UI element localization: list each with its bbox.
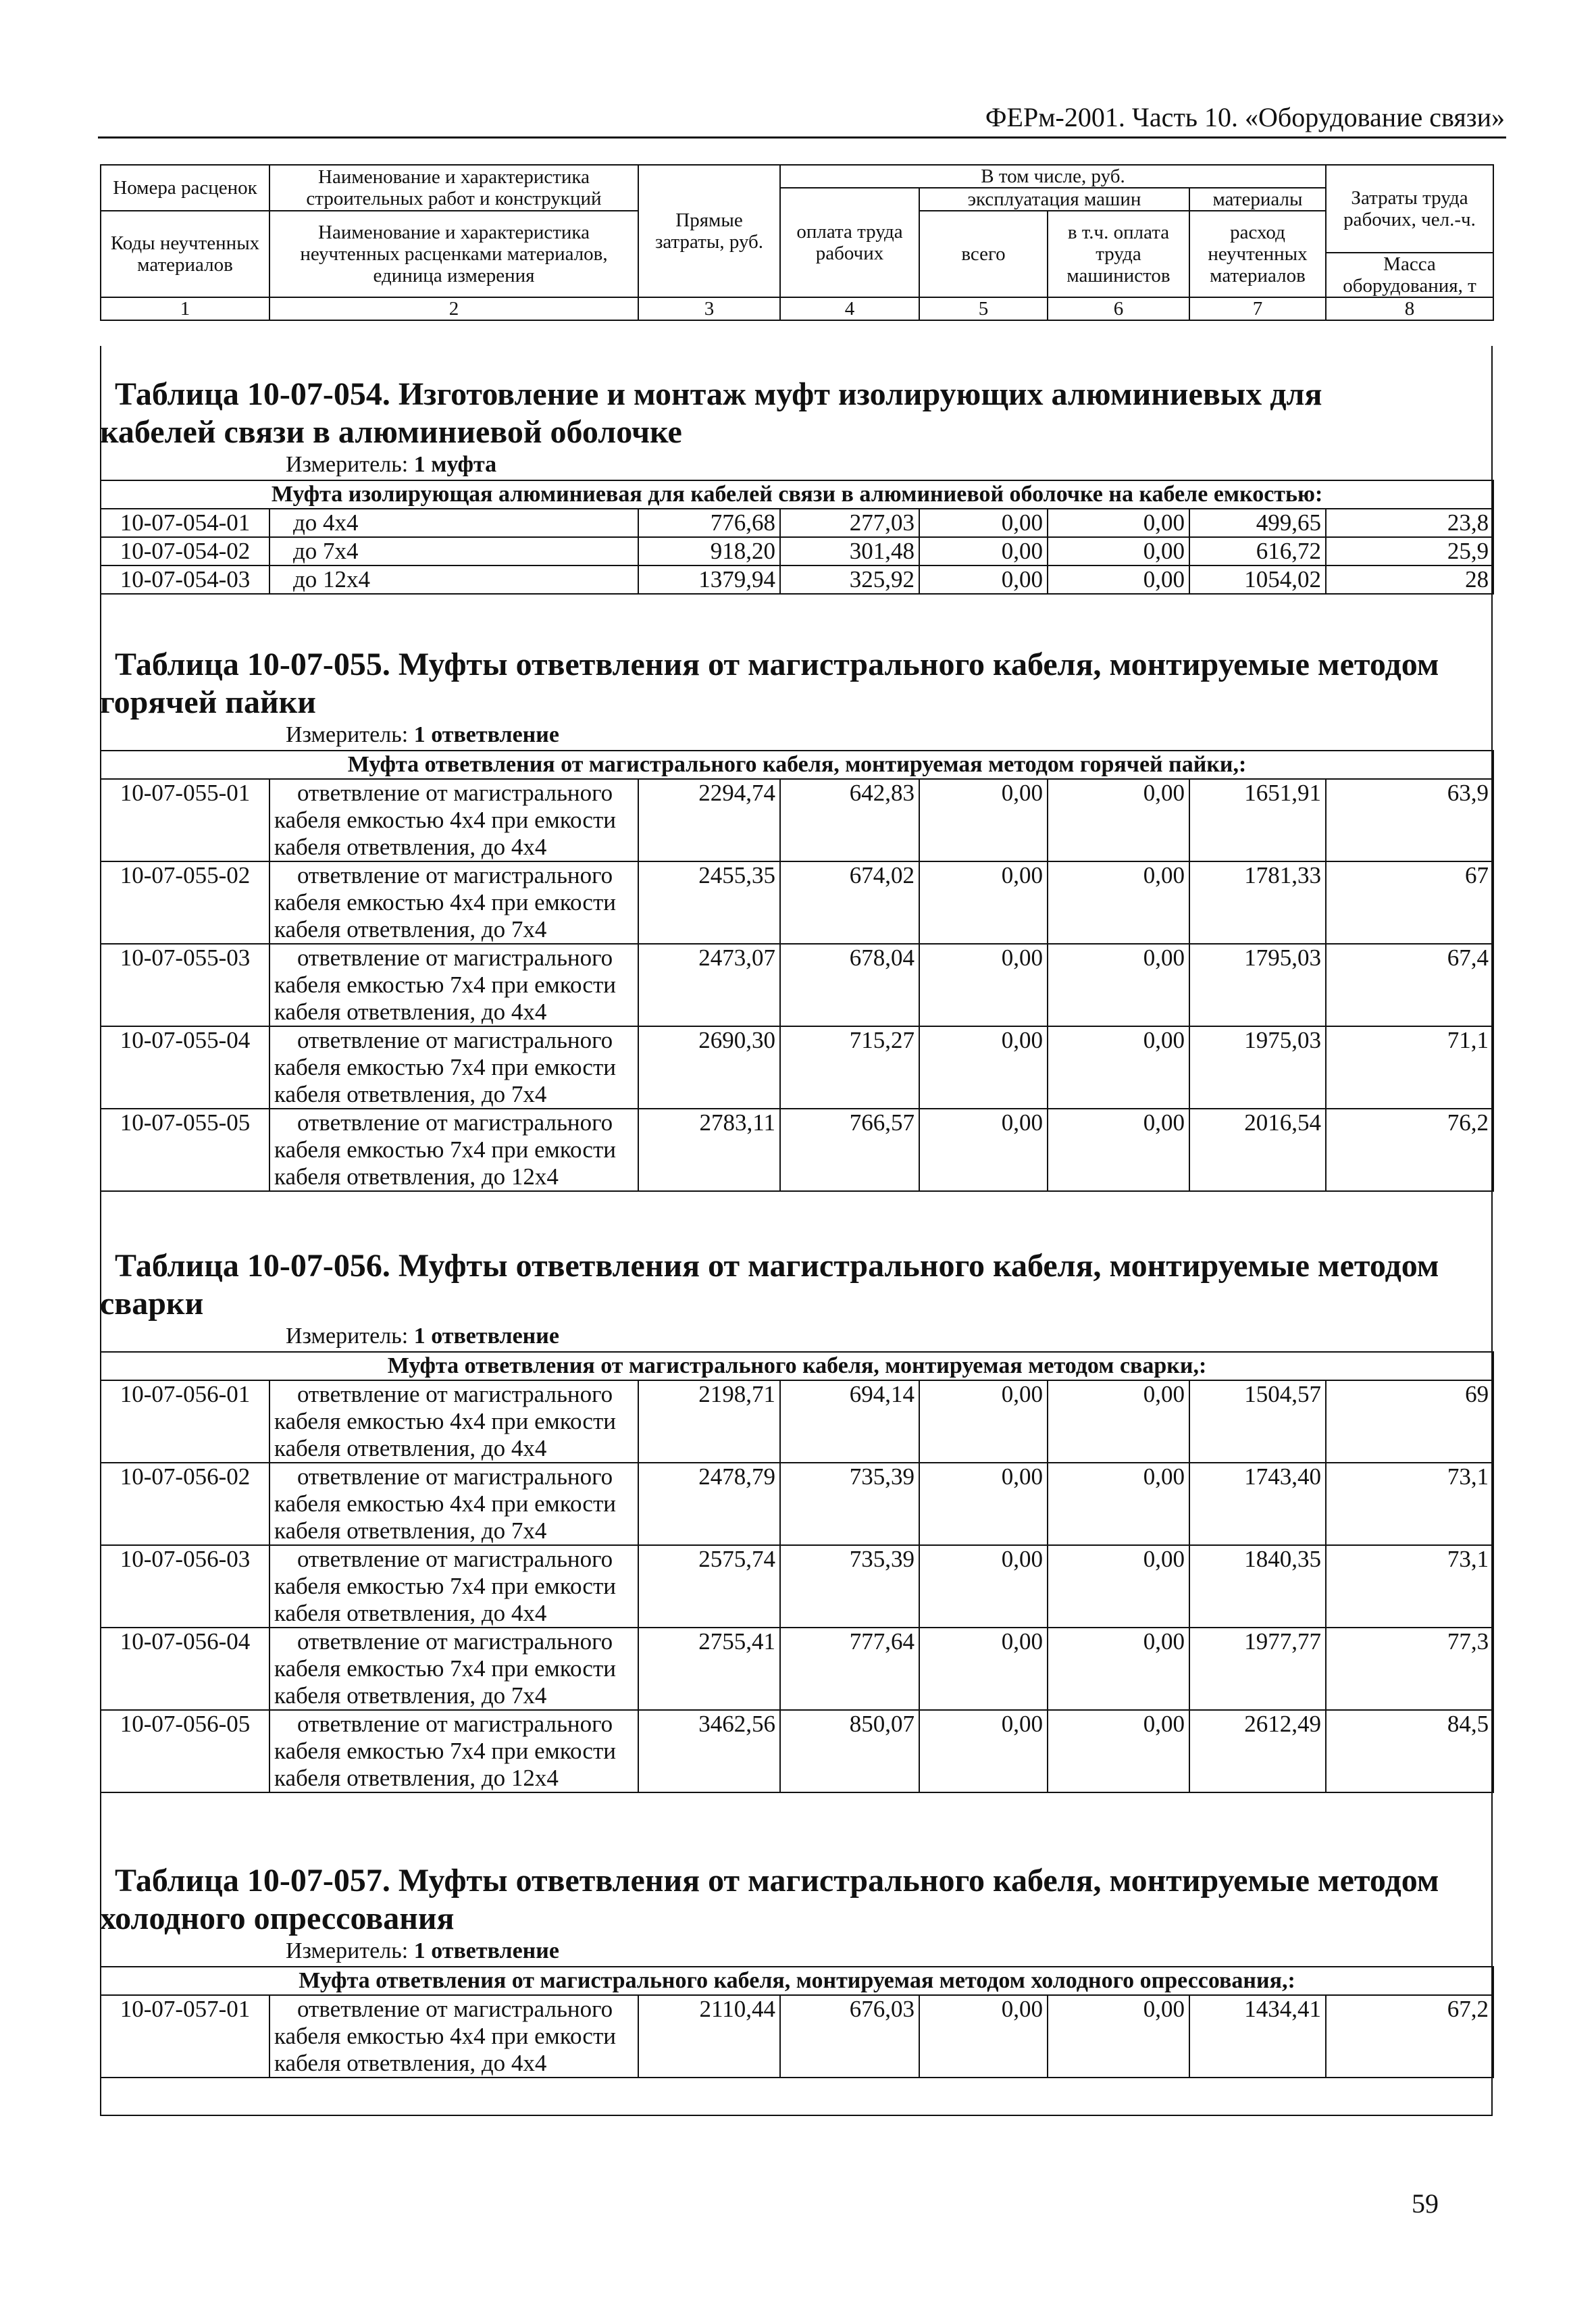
direct-costs: 776,68 bbox=[638, 509, 780, 537]
rate-code: 10-07-056-01 bbox=[101, 1380, 269, 1463]
work-name-line: ответвление от магистрального bbox=[297, 1463, 613, 1490]
page-header: ФЕРм-2001. Часть 10. «Оборудование связи» bbox=[985, 102, 1505, 132]
labor-hours: 73,1 bbox=[1326, 1545, 1493, 1628]
measure-label: Измеритель: bbox=[286, 1324, 409, 1349]
machinist-pay: 0,00 bbox=[1048, 509, 1189, 537]
table-row bbox=[101, 1995, 1493, 2078]
direct-costs: 2473,07 bbox=[638, 944, 780, 1026]
header-c7: расход неучтенных материалов bbox=[1189, 211, 1326, 297]
rate-code: 10-07-055-03 bbox=[101, 944, 269, 1026]
materials: 2016,54 bbox=[1189, 1109, 1326, 1191]
labor-pay: 325,92 bbox=[780, 565, 919, 594]
work-name bbox=[269, 1380, 638, 1463]
header-c4: оплата труда рабочих bbox=[780, 188, 919, 297]
measure-label: Измеритель: bbox=[286, 452, 409, 477]
machinist-pay: 0,00 bbox=[1048, 1463, 1189, 1545]
labor-hours: 67,2 bbox=[1326, 1995, 1493, 2078]
work-name bbox=[269, 1109, 638, 1191]
labor-pay: 277,03 bbox=[780, 509, 919, 537]
machines-total: 0,00 bbox=[919, 1545, 1048, 1628]
rate-code: 10-07-056-05 bbox=[101, 1710, 269, 1792]
data-table bbox=[100, 750, 1494, 1192]
direct-costs: 2110,44 bbox=[638, 1995, 780, 2078]
rate-code: 10-07-056-04 bbox=[101, 1628, 269, 1710]
labor-pay: 766,57 bbox=[780, 1109, 919, 1191]
data-table bbox=[100, 1351, 1494, 1793]
materials: 1977,77 bbox=[1189, 1628, 1326, 1710]
work-name bbox=[269, 779, 638, 861]
work-name-line: ответвление от магистрального bbox=[297, 780, 613, 806]
data-table bbox=[100, 480, 1494, 595]
work-name-line: ответвление от магистрального bbox=[297, 1546, 613, 1572]
machinist-pay: 0,00 bbox=[1048, 1628, 1189, 1710]
labor-hours: 73,1 bbox=[1326, 1463, 1493, 1545]
work-name-line: кабеля емкостью 4х4 при емкости bbox=[274, 807, 616, 833]
direct-costs: 2755,41 bbox=[638, 1628, 780, 1710]
work-name bbox=[269, 861, 638, 944]
measure-value: 1 муфта bbox=[413, 452, 497, 477]
machines-total: 0,00 bbox=[919, 1026, 1048, 1109]
labor-pay: 850,07 bbox=[780, 1710, 919, 1792]
table-title-continued: сварки bbox=[100, 1286, 204, 1322]
materials: 1840,35 bbox=[1189, 1545, 1326, 1628]
machines-total: 0,00 bbox=[919, 861, 1048, 944]
measure bbox=[100, 451, 1493, 478]
work-name-line: кабеля ответвления, до 7х4 bbox=[274, 1517, 547, 1544]
work-name-line: кабеля ответвления, до 4х4 bbox=[274, 834, 547, 860]
machines-total: 0,00 bbox=[919, 1463, 1048, 1545]
table-10-07-056 bbox=[100, 1247, 1493, 1793]
work-name-line: кабеля емкостью 4х4 при емкости bbox=[274, 1408, 616, 1434]
table-row bbox=[101, 537, 1493, 565]
work-name-line: кабеля ответвления, до 4х4 bbox=[274, 2050, 547, 2076]
labor-pay: 735,39 bbox=[780, 1463, 919, 1545]
measure-value: 1 ответвление bbox=[413, 1938, 559, 1963]
labor-pay: 777,64 bbox=[780, 1628, 919, 1710]
table-row bbox=[101, 1463, 1493, 1545]
work-name-line: кабеля ответвления, до 7х4 bbox=[274, 1081, 547, 1107]
machinist-pay: 0,00 bbox=[1048, 861, 1189, 944]
materials: 1781,33 bbox=[1189, 861, 1326, 944]
work-name-line: кабеля емкостью 4х4 при емкости bbox=[274, 1490, 616, 1517]
direct-costs: 3462,56 bbox=[638, 1710, 780, 1792]
rate-code: 10-07-055-05 bbox=[101, 1109, 269, 1191]
work-name bbox=[269, 1545, 638, 1628]
rate-code: 10-07-057-01 bbox=[101, 1995, 269, 2078]
work-name-line: кабеля емкостью 4х4 при емкости bbox=[274, 889, 616, 915]
labor-pay: 301,48 bbox=[780, 537, 919, 565]
work-name-line: ответвление от магистрального bbox=[297, 1109, 613, 1136]
machinist-pay: 0,00 bbox=[1048, 537, 1189, 565]
work-name: до 12х4 bbox=[269, 565, 638, 594]
labor-hours: 28 bbox=[1326, 565, 1493, 594]
machines-total: 0,00 bbox=[919, 537, 1048, 565]
header-materials: материалы bbox=[1189, 188, 1326, 211]
table-title: Таблица 10-07-057. Муфты ответвления от магистрального кабеля, монтируемые методом bbox=[115, 1863, 1439, 1898]
table-title-continued: горячей пайки bbox=[100, 684, 316, 720]
materials: 1504,57 bbox=[1189, 1380, 1326, 1463]
work-name-line: кабеля ответвления, до 7х4 bbox=[274, 1682, 547, 1709]
direct-costs: 2690,30 bbox=[638, 1026, 780, 1109]
labor-hours: 63,9 bbox=[1326, 779, 1493, 861]
materials: 1795,03 bbox=[1189, 944, 1326, 1026]
materials: 1434,41 bbox=[1189, 1995, 1326, 2078]
measure-label: Измеритель: bbox=[286, 1938, 409, 1963]
table-row bbox=[101, 509, 1493, 537]
header-exploitation: эксплуатация машин bbox=[919, 188, 1189, 211]
col-number-7: 7 bbox=[1189, 297, 1326, 320]
rate-code: 10-07-054-02 bbox=[101, 537, 269, 565]
rate-code: 10-07-055-04 bbox=[101, 1026, 269, 1109]
measure-value: 1 ответвление bbox=[413, 1324, 559, 1349]
work-name-line: кабеля ответвления, до 12х4 bbox=[274, 1163, 559, 1190]
direct-costs: 2478,79 bbox=[638, 1463, 780, 1545]
measure bbox=[100, 1938, 1493, 1965]
group-heading: Муфта ответвления от магистрального кабеля, монтируемая методом горячей пайки,: bbox=[101, 751, 1493, 779]
labor-hours: 69 bbox=[1326, 1380, 1493, 1463]
materials: 2612,49 bbox=[1189, 1710, 1326, 1792]
table-row bbox=[101, 1380, 1493, 1463]
group-heading: Муфта ответвления от магистрального кабеля, монтируемая методом холодного опрессования,: bbox=[101, 1967, 1493, 1995]
labor-hours: 25,9 bbox=[1326, 537, 1493, 565]
work-name-line: кабеля емкостью 7х4 при емкости bbox=[274, 972, 616, 998]
machinist-pay: 0,00 bbox=[1048, 779, 1189, 861]
header-rule bbox=[98, 136, 1506, 139]
col-number-8: 8 bbox=[1326, 297, 1493, 320]
work-name-line: кабеля емкостью 7х4 при емкости bbox=[274, 1054, 616, 1080]
header-c3: Прямые затраты, руб. bbox=[638, 165, 780, 297]
labor-pay: 642,83 bbox=[780, 779, 919, 861]
work-name-line: кабеля ответвления, до 4х4 bbox=[274, 999, 547, 1025]
measure bbox=[100, 1323, 1493, 1350]
work-name-line: ответвление от магистрального bbox=[297, 1628, 613, 1655]
work-name-line: кабеля ответвления, до 4х4 bbox=[274, 1600, 547, 1626]
page-number: 59 bbox=[1412, 2188, 1439, 2219]
materials: 616,72 bbox=[1189, 537, 1326, 565]
table-title: Таблица 10-07-055. Муфты ответвления от магистрального кабеля, монтируемые методом bbox=[115, 647, 1439, 682]
header-c1-bottom: Коды неучтенных материалов bbox=[101, 211, 269, 297]
labor-hours: 23,8 bbox=[1326, 509, 1493, 537]
machines-total: 0,00 bbox=[919, 1380, 1048, 1463]
column-header-table bbox=[100, 164, 1494, 321]
direct-costs: 918,20 bbox=[638, 537, 780, 565]
materials: 1054,02 bbox=[1189, 565, 1326, 594]
work-name-line: кабеля ответвления, до 4х4 bbox=[274, 1435, 547, 1461]
machinist-pay: 0,00 bbox=[1048, 1995, 1189, 2078]
direct-costs: 2575,74 bbox=[638, 1545, 780, 1628]
rate-code: 10-07-054-01 bbox=[101, 509, 269, 537]
materials: 1651,91 bbox=[1189, 779, 1326, 861]
measure-value: 1 ответвление bbox=[413, 722, 559, 747]
direct-costs: 1379,94 bbox=[638, 565, 780, 594]
table-row bbox=[101, 861, 1493, 944]
table-row bbox=[101, 1109, 1493, 1191]
labor-pay: 735,39 bbox=[780, 1545, 919, 1628]
data-table bbox=[100, 1966, 1494, 2078]
col-number-3: 3 bbox=[638, 297, 780, 320]
header-c6: в т.ч. оплата труда машинистов bbox=[1048, 211, 1189, 297]
work-name-line: ответвление от магистрального bbox=[297, 945, 613, 971]
col-number-6: 6 bbox=[1048, 297, 1189, 320]
materials: 499,65 bbox=[1189, 509, 1326, 537]
machinist-pay: 0,00 bbox=[1048, 1109, 1189, 1191]
labor-pay: 715,27 bbox=[780, 1026, 919, 1109]
machines-total: 0,00 bbox=[919, 1628, 1048, 1710]
work-name-line: кабеля емкостью 7х4 при емкости bbox=[274, 1136, 616, 1163]
machines-total: 0,00 bbox=[919, 1995, 1048, 2078]
work-name-line: ответвление от магистрального bbox=[297, 862, 613, 888]
group-heading: Муфта ответвления от магистрального кабеля, монтируемая методом сварки,: bbox=[101, 1352, 1493, 1380]
labor-pay: 694,14 bbox=[780, 1380, 919, 1463]
measure bbox=[100, 722, 1493, 749]
work-name bbox=[269, 1026, 638, 1109]
rate-code: 10-07-055-02 bbox=[101, 861, 269, 944]
labor-hours: 67 bbox=[1326, 861, 1493, 944]
work-name-line: ответвление от магистрального bbox=[297, 1381, 613, 1407]
machinist-pay: 0,00 bbox=[1048, 1710, 1189, 1792]
table-title-continued: кабелей связи в алюминиевой оболочке bbox=[100, 414, 682, 450]
table-title-continued: холодного опрессования bbox=[100, 1901, 455, 1936]
work-name bbox=[269, 1995, 638, 2078]
labor-hours: 67,4 bbox=[1326, 944, 1493, 1026]
header-c2-bottom: Наименование и характеристика неучтенных расценками материалов, единица измерения bbox=[269, 211, 638, 297]
table-10-07-057 bbox=[100, 1862, 1493, 2078]
machinist-pay: 0,00 bbox=[1048, 944, 1189, 1026]
rate-code: 10-07-054-03 bbox=[101, 565, 269, 594]
table-row bbox=[101, 565, 1493, 594]
table-row bbox=[101, 1628, 1493, 1710]
machines-total: 0,00 bbox=[919, 1109, 1048, 1191]
machinist-pay: 0,00 bbox=[1048, 1026, 1189, 1109]
work-name: до 7х4 bbox=[269, 537, 638, 565]
table-row bbox=[101, 1026, 1493, 1109]
group-heading: Муфта изолирующая алюминиевая для кабелей связи в алюминиевой оболочке на кабеле емкостью: bbox=[101, 480, 1493, 509]
machines-total: 0,00 bbox=[919, 779, 1048, 861]
col-number-2: 2 bbox=[269, 297, 638, 320]
work-name-line: кабеля ответвления, до 7х4 bbox=[274, 916, 547, 942]
col-number-5: 5 bbox=[919, 297, 1048, 320]
labor-pay: 674,02 bbox=[780, 861, 919, 944]
col-number-4: 4 bbox=[780, 297, 919, 320]
machines-total: 0,00 bbox=[919, 509, 1048, 537]
labor-hours: 71,1 bbox=[1326, 1026, 1493, 1109]
header-c2-top: Наименование и характеристика строительных работ и конструкций bbox=[269, 165, 638, 211]
table-title: Таблица 10-07-056. Муфты ответвления от магистрального кабеля, монтируемые методом bbox=[115, 1248, 1439, 1284]
direct-costs: 2198,71 bbox=[638, 1380, 780, 1463]
rate-code: 10-07-055-01 bbox=[101, 779, 269, 861]
table-row bbox=[101, 944, 1493, 1026]
work-name bbox=[269, 944, 638, 1026]
machines-total: 0,00 bbox=[919, 944, 1048, 1026]
work-name bbox=[269, 1710, 638, 1792]
materials: 1743,40 bbox=[1189, 1463, 1326, 1545]
work-name-line: ответвление от магистрального bbox=[297, 1711, 613, 1737]
work-name-line: ответвление от магистрального bbox=[297, 1027, 613, 1053]
labor-hours: 77,3 bbox=[1326, 1628, 1493, 1710]
labor-pay: 678,04 bbox=[780, 944, 919, 1026]
header-c8-top: Затраты труда рабочих, чел.-ч. bbox=[1326, 165, 1493, 253]
work-name-line: кабеля ответвления, до 12х4 bbox=[274, 1765, 559, 1791]
table-10-07-054 bbox=[100, 376, 1493, 595]
direct-costs: 2455,35 bbox=[638, 861, 780, 944]
col-number-1: 1 bbox=[101, 297, 269, 320]
labor-pay: 676,03 bbox=[780, 1995, 919, 2078]
header-c8-bottom: Масса оборудования, т bbox=[1326, 253, 1493, 297]
header-including: В том числе, руб. bbox=[780, 165, 1326, 188]
work-name-line: кабеля емкостью 7х4 при емкости bbox=[274, 1655, 616, 1682]
direct-costs: 2294,74 bbox=[638, 779, 780, 861]
work-name bbox=[269, 1628, 638, 1710]
measure-label: Измеритель: bbox=[286, 722, 409, 747]
work-name-line: кабеля емкостью 7х4 при емкости bbox=[274, 1738, 616, 1764]
machinist-pay: 0,00 bbox=[1048, 565, 1189, 594]
body-frame bbox=[100, 346, 1493, 2116]
work-name-line: ответвление от магистрального bbox=[297, 1996, 613, 2022]
machines-total: 0,00 bbox=[919, 565, 1048, 594]
materials: 1975,03 bbox=[1189, 1026, 1326, 1109]
work-name-line: кабеля емкостью 7х4 при емкости bbox=[274, 1573, 616, 1599]
rate-code: 10-07-056-03 bbox=[101, 1545, 269, 1628]
labor-hours: 84,5 bbox=[1326, 1710, 1493, 1792]
machines-total: 0,00 bbox=[919, 1710, 1048, 1792]
work-name: до 4х4 bbox=[269, 509, 638, 537]
rate-code: 10-07-056-02 bbox=[101, 1463, 269, 1545]
direct-costs: 2783,11 bbox=[638, 1109, 780, 1191]
header-c5: всего bbox=[919, 211, 1048, 297]
table-title: Таблица 10-07-054. Изготовление и монтаж муфт изолирующих алюминиевых для bbox=[115, 376, 1322, 412]
work-name bbox=[269, 1463, 638, 1545]
table-row bbox=[101, 1710, 1493, 1792]
labor-hours: 76,2 bbox=[1326, 1109, 1493, 1191]
header-c1-top: Номера расценок bbox=[101, 165, 269, 211]
machinist-pay: 0,00 bbox=[1048, 1545, 1189, 1628]
machinist-pay: 0,00 bbox=[1048, 1380, 1189, 1463]
table-row bbox=[101, 779, 1493, 861]
table-10-07-055 bbox=[100, 646, 1493, 1192]
work-name-line: кабеля емкостью 4х4 при емкости bbox=[274, 2023, 616, 2049]
table-row bbox=[101, 1545, 1493, 1628]
